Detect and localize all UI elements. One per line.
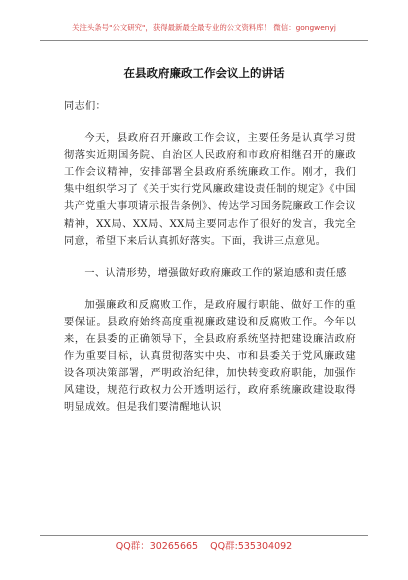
header-divider: [40, 40, 368, 41]
paragraph-intro: 今天，县政府召开廉政工作会议，主要任务是认真学习贯彻落实近期国务院、自治区人民政府和市政府相继召开的廉政工作会议精神，安排部署全县政府系统廉政工作。刚才，我们集中组织学习了《关于实行党风廉政建设责任制的规定》《中国共产党重大事项请示报告条例》、传达学习国务院廉政工作会议精神，XX局、XX局、XX局主要同志作了很好的发言，我完全同意，希望下来后认真抓好落实。下面，我讲三点意见。: [64, 133, 356, 247]
footer-contact: [0, 538, 408, 552]
salutation: 同志们：: [64, 101, 106, 112]
document-body: [64, 98, 356, 417]
section-heading-1: 一、认清形势，增强做好政府廉政工作的紧迫感和责任感: [84, 267, 347, 279]
paragraph-section-1: 加强廉政和反腐败工作，是政府履行职能、做好工作的重要保证。县政府始终高度重视廉政建设和反腐败工作。今年以来，在县委的正确领导下，全县政府系统坚持把建设廉洁政府作为重要目标，认真贯彻落实中央、市和县委关于党风廉政建设各项决策部署，严明政治纪律，加快转变政府职能，加强作风建设，规范行政权力公开透明运行，政府系统廉政建设取得明显成效。但是我们要清醒地认识: [64, 299, 356, 414]
header-promo-note: 关注头条号"公文研究"，获得最新最全最专业的公文资料库！ 微信：gongwenyj: [72, 23, 336, 32]
footer-divider: [40, 535, 368, 536]
footer-qq-group-2: QQ群:535304092: [210, 541, 293, 552]
footer-qq-group-1: QQ群：30265665: [115, 541, 199, 552]
document-title: 在县政府廉政工作会议上的讲话: [123, 66, 285, 80]
